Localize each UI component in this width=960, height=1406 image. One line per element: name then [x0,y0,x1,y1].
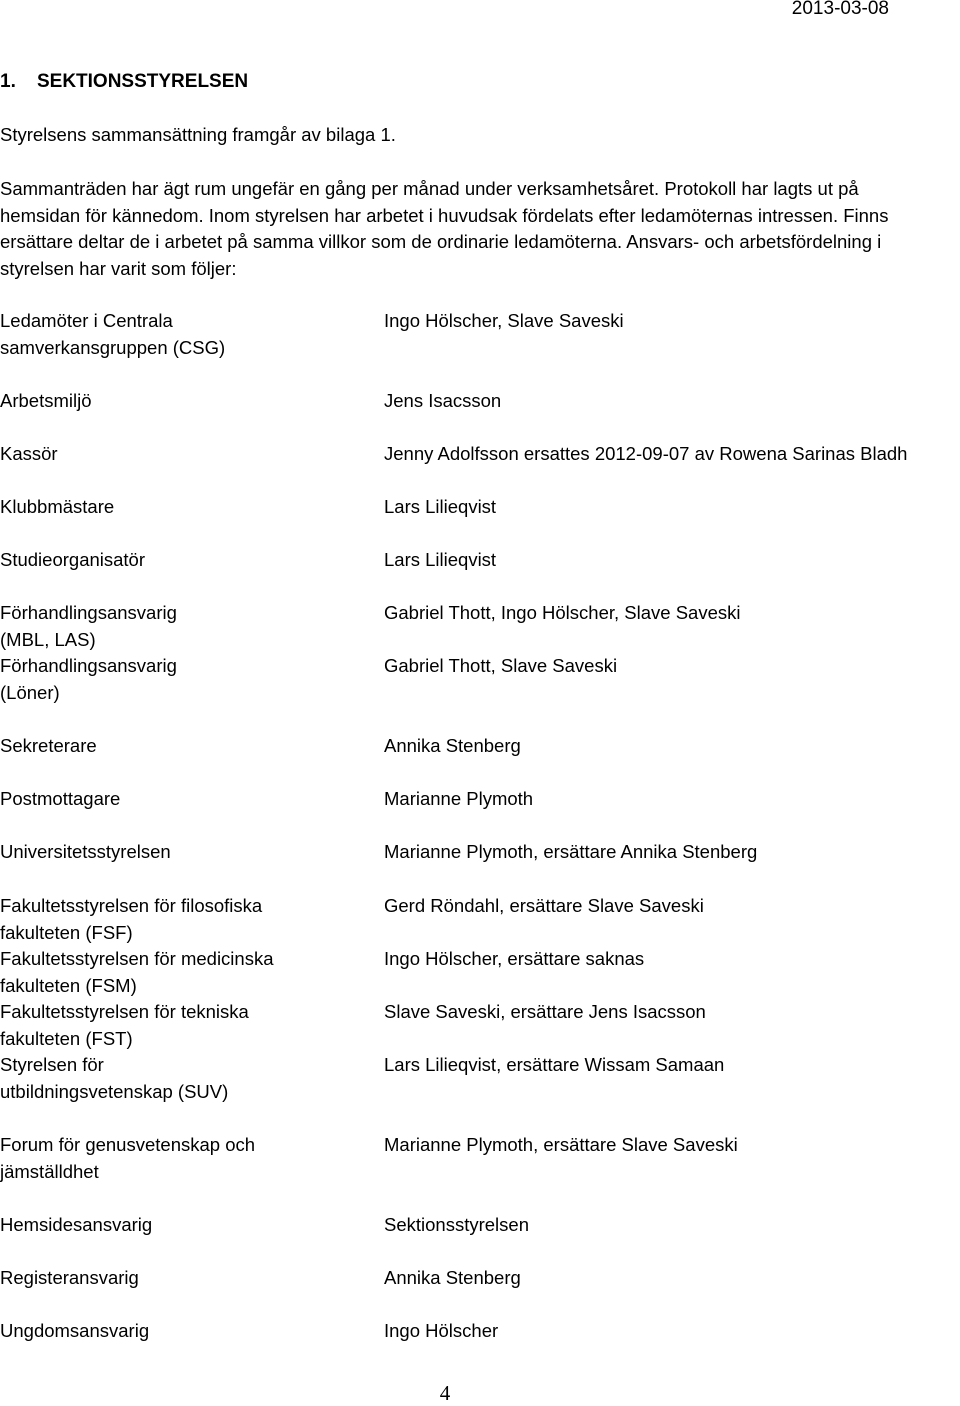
paragraph-line: ersättare deltar de i arbetet på samma villkor som de ordinarie ledamöterna. Ansvars- och arbetsfördelning i [0,231,882,253]
role-person: Jenny Adolfsson ersattes 2012-09-07 av Rowena Sarinas Bladh [384,443,908,464]
role-person: Slave Saveski, ersättare Jens Isacsson [384,1001,706,1022]
role-line: Ungdomsansvarig [0,1320,150,1341]
role-line: (MBL, LAS) [0,628,96,650]
role-name [0,1318,340,1345]
role-name [0,893,340,946]
role-person: Gabriel Thott, Ingo Hölscher, Slave Saveski [384,602,741,623]
role-line: Sekreterare [0,735,97,756]
role-line: samverkansgruppen (CSG) [0,336,226,358]
paragraph-line: Sammanträden har ägt rum ungefär en gång per månad under verksamhetsåret. Protokoll har lagts ut på [0,178,859,199]
role-line: Fakultetsstyrelsen för filosofiska [0,895,263,916]
role-line: Kassör [0,443,58,464]
role-person: Ingo Hölscher [384,1320,499,1341]
paragraph-meetings [0,176,960,283]
role-person: Jens Isacsson [384,390,502,411]
role-name [0,786,340,813]
role-line: Fakultetsstyrelsen för medicinska [0,948,274,969]
role-line: Klubbmästare [0,496,115,517]
role-line: Fakultetsstyrelsen för tekniska [0,1001,249,1022]
role-line: jämställdhet [0,1160,99,1182]
role-person: Annika Stenberg [384,1267,521,1288]
role-name [0,1132,340,1185]
paragraph-composition: Styrelsens sammansättning framgår av bilaga 1. [0,124,396,145]
role-line: fakulteten (FST) [0,1027,133,1049]
role-line: Forum för genusvetenskap och [0,1134,256,1155]
role-name [0,653,340,706]
role-person: Ingo Hölscher, ersättare saknas [384,948,645,969]
page-number: 4 [439,1381,451,1405]
role-name [0,1265,340,1292]
role-name [0,1212,340,1239]
role-line: Förhandlingsansvarig [0,655,177,676]
role-line: Hemsidesansvarig [0,1214,153,1235]
role-person: Marianne Plymoth [384,788,534,809]
section-title: SEKTIONSSTYRELSEN [36,71,249,92]
role-line: utbildningsvetenskap (SUV) [0,1080,229,1102]
role-name [0,494,340,521]
document-date: 2013-03-08 [791,0,889,19]
role-name [0,999,340,1052]
role-line: Styrelsen för [0,1054,104,1075]
role-name [0,1052,340,1105]
role-line: Universitetsstyrelsen [0,841,171,862]
role-person: Ingo Hölscher, Slave Saveski [384,310,624,331]
role-person: Lars Lilieqvist [384,496,497,517]
role-line: (Löner) [0,681,60,703]
role-person: Gabriel Thott, Slave Saveski [384,655,618,676]
paragraph-line: hemsidan för kännedom. Inom styrelsen har arbetet i huvudsak fördelats efter ledamöternas intressen. Finns [0,204,889,226]
role-person: Sektionsstyrelsen [384,1214,529,1235]
role-name [0,839,340,866]
role-line: Postmottagare [0,788,121,809]
role-name [0,733,340,760]
role-line: Arbetsmiljö [0,390,92,411]
role-person: Lars Lilieqvist [384,549,497,570]
role-line: Ledamöter i Centrala [0,310,173,331]
role-person: Annika Stenberg [384,735,521,756]
paragraph-line: styrelsen har varit som följer: [0,258,237,280]
role-line: fakulteten (FSM) [0,974,137,996]
role-line: Studieorganisatör [0,549,146,570]
role-name [0,600,340,653]
role-line: Registeransvarig [0,1267,139,1288]
role-line: Förhandlingsansvarig [0,602,177,623]
role-line: fakulteten (FSF) [0,921,133,943]
role-person: Marianne Plymoth, ersättare Annika Stenberg [384,841,758,862]
role-person: Gerd Röndahl, ersättare Slave Saveski [384,895,704,916]
section-heading [0,70,248,94]
role-name [0,388,340,415]
role-name [0,441,340,468]
role-name [0,547,340,574]
role-name [0,308,340,361]
section-number: 1. [0,71,16,92]
role-name [0,946,340,999]
role-person: Marianne Plymoth, ersättare Slave Saveski [384,1134,738,1155]
role-person: Lars Lilieqvist, ersättare Wissam Samaan [384,1054,725,1075]
